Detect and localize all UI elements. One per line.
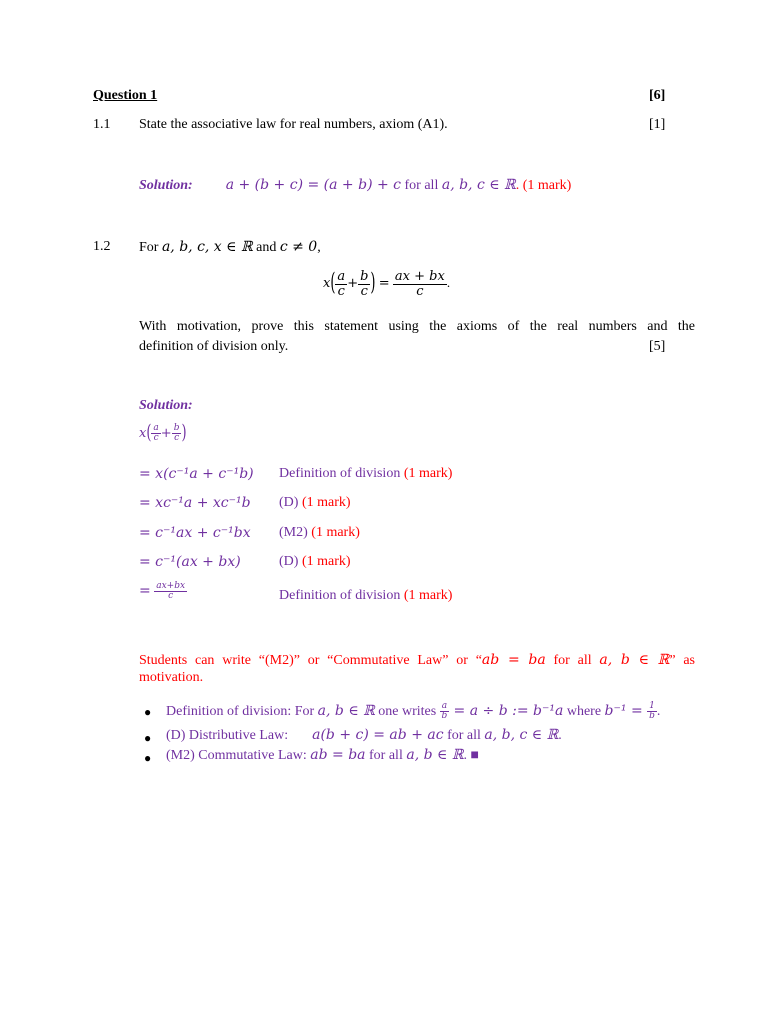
q1-2-prompt-line2: definition of division only.: [139, 339, 289, 354]
bullet-definition-of-division: Definition of division: For a, b ∈ ℝ one writes $\frac{a}{b}$ = a ÷ b := b⁻¹a where b⁻¹ = $\frac{1}{b}$ .: [166, 701, 661, 722]
bullet-distributive-law: (D) Distributive Law: a(b + c) = ab + ac for all a, b, c ∈ ℝ.: [166, 727, 562, 743]
proof-step-1-reason: Definition of division (1 mark): [279, 466, 453, 481]
eq-period: .: [446, 275, 451, 291]
solution-label: Solution:: [139, 178, 193, 193]
eq-rhs-frac: $\frac{ax + bx}{c}$: [394, 269, 445, 299]
proof-step-3-reason: (M2) (1 mark): [279, 525, 360, 540]
proof-step-3: = c⁻¹ax + c⁻¹bx: [139, 525, 251, 541]
eq-open-paren: (: [330, 269, 336, 298]
proof-step-4: = c⁻¹(ax + bx): [139, 554, 241, 570]
display-equation: [323, 270, 450, 298]
note-line-1: Students can write “(M2)” or “Commutative Law” or “ab = ba for all a, b ∈ ℝ” as: [139, 652, 695, 668]
q1-2-solution-label: Solution:: [139, 398, 193, 413]
bullet-icon: ●: [144, 705, 152, 719]
q1-2-intro: [139, 239, 321, 257]
intro-math-nonzero: c ≠ 0: [279, 239, 318, 255]
q1-1-question: State the associative law for real numbers, axiom (A1).: [139, 117, 448, 132]
question-total-marks: [6]: [649, 88, 666, 103]
eq-x: x: [323, 276, 331, 292]
solution-set-math: a, b, c ∈ ℝ: [441, 177, 516, 193]
q1-2-prompt-line1: With motivation, prove this statement using the axioms of the real numbers and the: [139, 319, 695, 334]
intro-math: a, b, c, x ∈ ℝ: [161, 239, 253, 255]
eq-frac-b-c: $\frac{b}{c}$: [360, 269, 369, 299]
proof-step-2-reason: (D) (1 mark): [279, 495, 351, 510]
intro-text: For: [139, 240, 162, 255]
qed-square-icon: ■: [470, 748, 479, 763]
q1-1-solution: [139, 177, 571, 195]
associative-law-math: a + (b + c) = (a + b) + c: [225, 177, 402, 193]
proof-step-4-reason: (D) (1 mark): [279, 554, 351, 569]
eq-close-paren: ): [370, 269, 376, 298]
intro-and: and: [252, 240, 280, 255]
proof-step-5: = $\frac{ax+bx}{c}$: [139, 581, 186, 602]
q1-2-marks: [5]: [649, 339, 666, 354]
question-title: Question 1: [93, 88, 158, 103]
solution-mark: . (1 mark): [515, 178, 572, 193]
proof-lhs: x( $\frac{a}{c}$ + $\frac{b}{c}$ ): [139, 422, 187, 445]
proof-step-5-reason: Definition of division (1 mark): [279, 588, 453, 603]
eq-plus: +: [347, 276, 359, 292]
proof-step-2: = xc⁻¹a + xc⁻¹b: [139, 495, 251, 511]
q1-1-marks: [1]: [649, 117, 666, 132]
bullet-commutative-law: (M2) Commutative Law: ab = ba for all a, b ∈ ℝ. ■: [166, 747, 479, 763]
q1-1-number: 1.1: [93, 117, 111, 132]
intro-end: ,: [317, 240, 321, 255]
bullet-icon: ●: [144, 731, 152, 745]
q1-2-number: 1.2: [93, 239, 111, 254]
eq-frac-a-c: $\frac{a}{c}$: [337, 269, 346, 299]
solution-text: for all: [401, 178, 442, 193]
proof-step-1: = x(c⁻¹a + c⁻¹b): [139, 466, 254, 482]
bullet-icon: ●: [144, 751, 152, 765]
eq-equals: =: [378, 276, 390, 292]
note-line-2: motivation.: [139, 670, 204, 685]
